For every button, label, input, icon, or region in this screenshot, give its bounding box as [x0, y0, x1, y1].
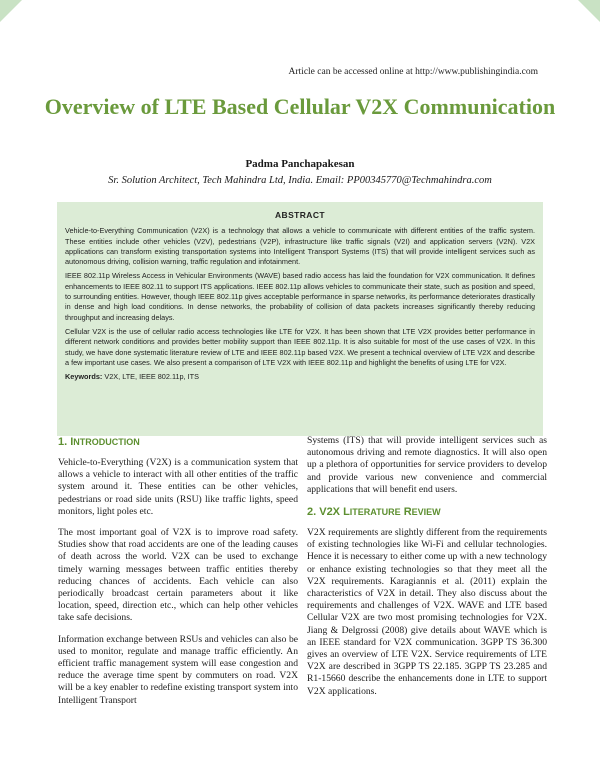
abstract-paragraph: Vehicle-to-Everything Communication (V2X) is a technology that allows a vehicle to communicate with different entities of the traffic system. These entities include other vehicles (V2V), pedestrians (V2P), infrastructure like traffic signals (V2I) and application servers (V2N). V2X applications can transform existing transportation systems into Intelligent Transport Systems (ITS) that will provide intelligent services such as autonomous driving, collision warning, traffic regulation and infotainment.: [65, 226, 535, 267]
body-paragraph: The most important goal of V2X is to improve road safety. Studies show that road accidents are one of the leading causes of death across the world. V2X can be used to exchange timely warning messages between traffic entities thereby reducing chances of accidents. Each vehicle can also periodically broadcast certain parameters about it like location, speed, direction etc., which can help other vehicles take safe decisions.: [58, 527, 298, 624]
body-paragraph: Vehicle-to-Everything (V2X) is a communication system that allows a vehicle to interact with all other entities of the traffic system around it. These entities can be other vehicles, pedestrians or road side units (RSU) like traffic lights, speed monitors, light poles etc.: [58, 457, 298, 517]
body-paragraph: V2X requirements are slightly different from the requirements of existing technologies like Wi-Fi and cellular technologies. Hence it is necessary to either come up with a new technology or enhance existing technologies so that they meet all the V2X requirements. Karagiannis et al. (2011) explain the characteristics of V2X in detail. They also discuss about the requirements and challenges of V2X. WAVE and LTE based Cellular V2X are two most promising technologies for V2X. Jiang & Delgrossi (2008) give details about WAVE which is an IEEE standard for V2X communication. 3GPP TS 36.300 gives an overview of LTE V2X. Service requirements of LTE V2X are described in 3GPP TS 22.185. 3GPP TS 23.285 and R1-15660 describe the enhancements done in LTE to support V2X applications.: [307, 527, 547, 697]
section-heading-introduction: 1. INTRODUCTION: [58, 436, 140, 448]
keywords-line: [65, 372, 535, 382]
body-paragraph: Information exchange between RSUs and vehicles can also be used to monitor, regulate and manage traffic efficiently. An efficient traffic management system will ease congestion and reduce the average time spent by commuters on road. V2X will be a key enabler to redefine existing transport system into Intelligent Transport: [58, 633, 298, 706]
paper-title: Overview of LTE Based Cellular V2X Communication: [44, 94, 556, 119]
author-name: Padma Panchapakesan: [245, 158, 355, 170]
abstract-box: [57, 202, 543, 436]
left-column: [58, 435, 298, 716]
author-affiliation: Sr. Solution Architect, Tech Mahindra Ltd, India. Email: PP00345770@Techmahindra.com: [108, 175, 492, 186]
keywords-label: Keywords:: [65, 372, 103, 382]
abstract-heading: ABSTRACT: [275, 210, 325, 220]
abstract-paragraph: Cellular V2X is the use of cellular radio access technologies like LTE for V2X. It has been shown that LTE V2X provides better performance in different network conditions and provides better mobility support than IEEE 802.11p. It is also suitable for most of the use cases of V2X. In this study, we have done systematic literature review of LTE and IEEE 802.11p based V2X. We present a technical overview of LTE V2X and describe a few important use cases. We also present a comparison of LTE V2X with IEEE 802.11p and highlight the benefits of using LTE for V2X.: [65, 326, 535, 367]
section-heading-literature-review: 2. V2X LITERATURE REVIEW: [307, 506, 441, 519]
corner-decoration-right: [578, 0, 600, 22]
corner-decoration-left: [0, 0, 22, 22]
body-paragraph: Systems (ITS) that will provide intelligent services such as autonomous driving and remote diagnostics. It will also open up a plethora of opportunities for service providers to develop and provide various new convenience and commercial applications that will benefit end users.: [307, 435, 547, 495]
abstract-paragraph: IEEE 802.11p Wireless Access in Vehicular Environments (WAVE) based radio access has laid the foundation for V2X communication. It defines enhancements to IEEE 802.11 to support ITS applications. IEEE 802.11p allows vehicles to communicate their state, such as position and speed, to surrounding entities. However, though IEEE 802.11p gives acceptable performance in sparse networks, its performance deteriorates drastically in dense and high load conditions. In dense networks, the probability of collision of data packets increases significantly thereby reducing throughput and increasing delays.: [65, 271, 535, 322]
access-note: Article can be accessed online at http://www.publishingindia.com: [288, 67, 538, 77]
keywords-value: V2X, LTE, IEEE 802.11p, ITS: [104, 372, 199, 382]
right-column: [307, 435, 547, 707]
